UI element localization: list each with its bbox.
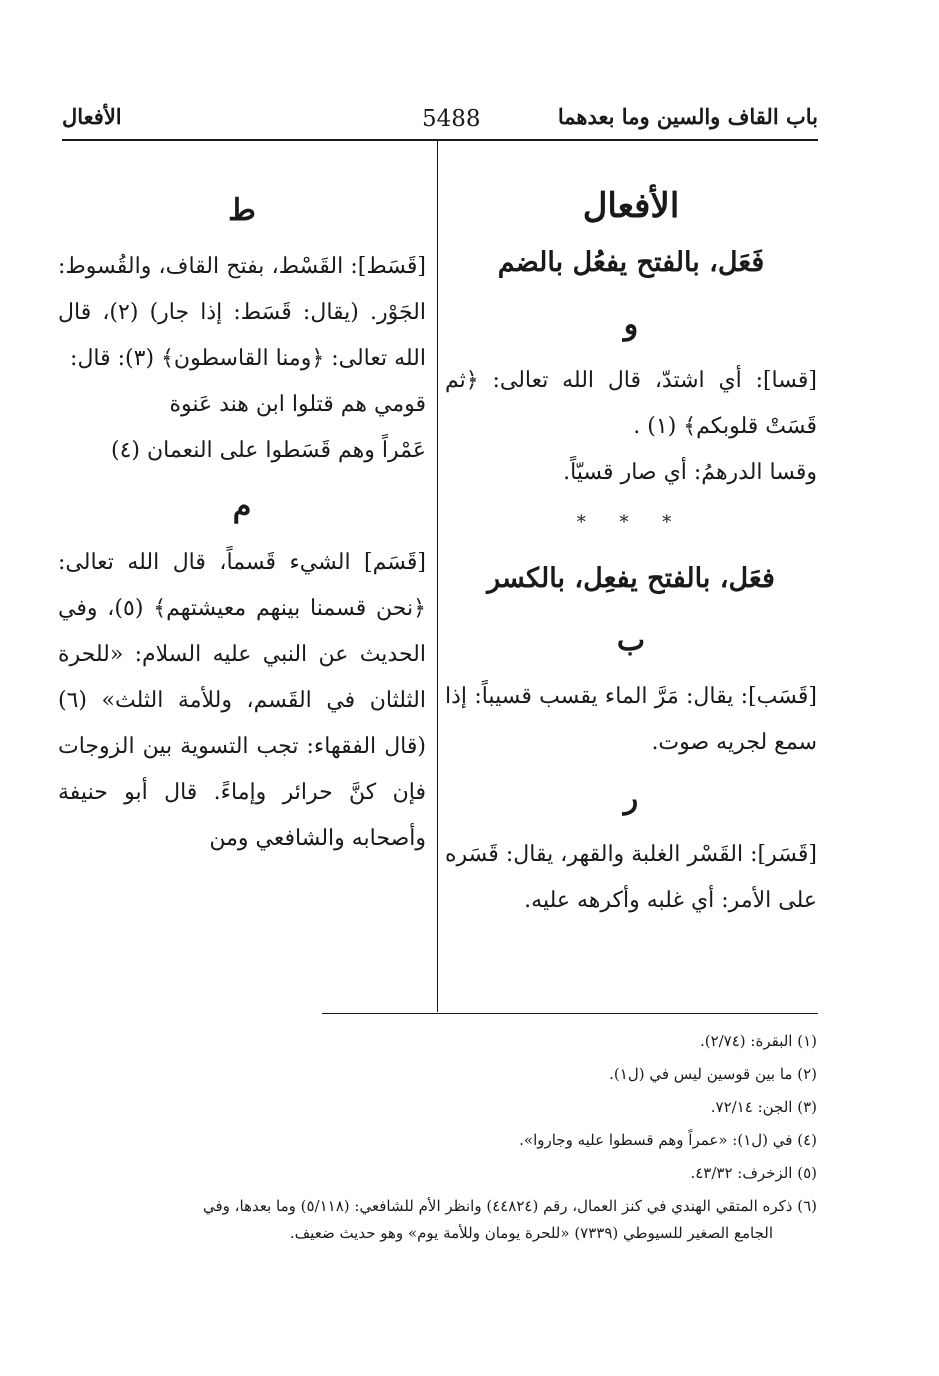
- footnote-3: (٣) الجن: ٧٢/١٤.: [710, 1098, 817, 1116]
- footnote-1: (١) البقرة: (٢/٧٤).: [699, 1032, 817, 1050]
- footnote-6-continued: الجامع الصغير للسيوطي (٧٣٣٩) «للحرة يومان وللأمة يوم» وهو حديث ضعيف.: [289, 1224, 773, 1242]
- letter-heading-ba: ب: [616, 623, 646, 658]
- verb-pattern-heading-2: فعَل، بالفتح يفعِل، بالكسر: [487, 563, 775, 594]
- footnote-rule: [322, 1013, 818, 1014]
- page-number: 5488: [422, 106, 481, 132]
- entry-qasat: [قَسَط]: القَسْط، بفتح القاف، والقُسوط: الجَوْر. (يقال: قَسَط: إذا جار) (٢)، قال الله تعالى: ﴿ومنا القاسطون﴾ (٣): قال:: [58, 254, 427, 371]
- footnote-5: (٥) الزخرف: ٤٣/٣٢.: [690, 1164, 817, 1182]
- verse-line-1: قومي هم قتلوا ابن هند عَنوة: [169, 392, 426, 417]
- right-column: [445, 178, 817, 924]
- footnotes: [57, 1025, 817, 1250]
- section-separator: * * *: [576, 512, 686, 533]
- entry-qasa: [قسا]: أي اشتدّ، قال الله تعالى: ﴿ثم قَسَتْ قلوبكم﴾ (١) .: [445, 368, 817, 439]
- letter-heading-mim: م: [232, 489, 252, 524]
- entry-qasar: [قَسَر]: القَسْر الغلبة والقهر، يقال: قَسَره على الأمر: أي غلبه وأكرهه عليه.: [445, 842, 817, 913]
- footnote-6: (٦) ذكره المتقي الهندي في كنز العمال، رقم (٤٤٨٢٤) وانظر الأم للشافعي: (٥/١١٨) وما بعدها، وفي: [202, 1197, 817, 1215]
- letter-heading-ta: ط: [228, 193, 256, 228]
- verse-line-2: عَمْراً وهم قَسَطوا على النعمان (٤): [111, 438, 426, 463]
- chapter-title: باب القاف والسين وما بعدهما: [557, 104, 818, 129]
- page-header: [62, 104, 818, 140]
- footnote-4: (٤) في (ل١): «عمراً وهم قسطوا عليه وجاروا».: [519, 1131, 817, 1149]
- entry-qasab: [قَسَب]: يقال: مَرَّ الماء يقسب قسيباً: إذا سمع لجريه صوت.: [445, 684, 817, 755]
- letter-heading-ra: ر: [623, 781, 639, 816]
- footnote-2: (٢) ما بين قوسين ليس في (ل١).: [609, 1065, 817, 1083]
- section-title: الأفعال: [62, 104, 122, 129]
- main-heading: الأفعال: [582, 186, 680, 226]
- entry-qasa-dirham: وقسا الدرهمُ: أي صار قسيّاً.: [563, 460, 817, 485]
- column-divider: [437, 141, 438, 1012]
- letter-heading-waw: و: [623, 307, 639, 342]
- left-column: [58, 178, 426, 862]
- verb-pattern-heading-1: فَعَل، بالفتح يفعُل بالضم: [497, 247, 765, 278]
- entry-qasam: [قَسَم] الشيء قَسماً، قال الله تعالى: ﴿نحن قسمنا بينهم معيشتهم﴾ (٥)، وفي الحديث عن النبي عليه السلام: «للحرة الثلثان في القَسم، وللأمة الثلث» (٦) (قال الفقهاء: تجب التسوية بين الزوجات فإن كنَّ حرائر وإماءً. قال أبو حنيفة وأصحابه والشافعي ومن: [58, 550, 426, 851]
- header-rule: [62, 139, 818, 141]
